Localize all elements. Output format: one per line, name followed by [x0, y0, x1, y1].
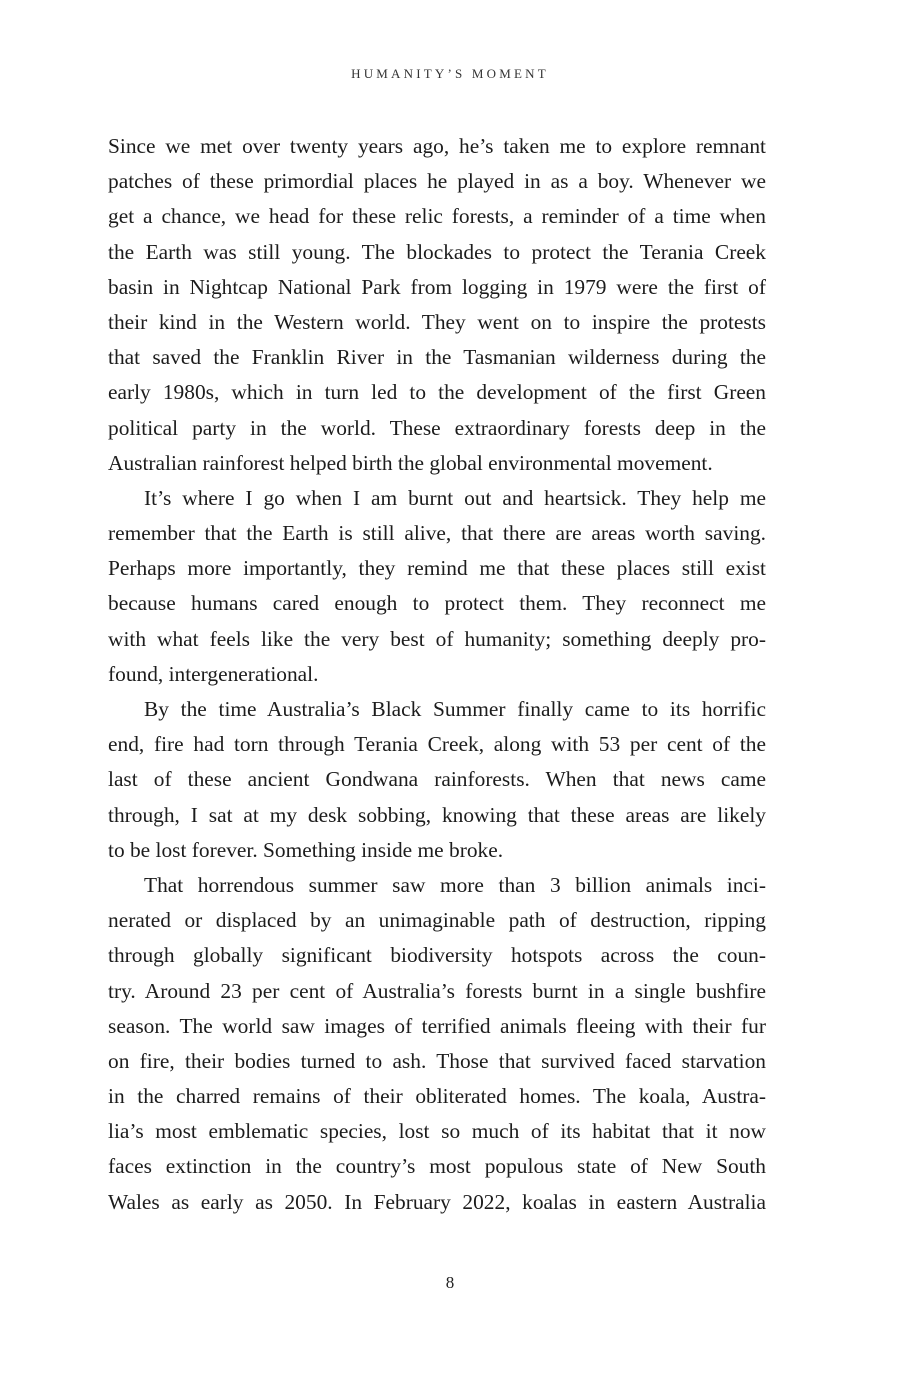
text-line: try. Around 23 per cent of Australia’s forests burnt in a single bushfire: [108, 978, 766, 1003]
text-line: because humans cared enough to protect them. They reconnect me: [108, 591, 766, 616]
text-line: remember that the Earth is still alive, that there are areas worth saving.: [108, 521, 766, 546]
text-line: with what feels like the very best of humanity; something deeply pro-: [108, 626, 766, 651]
text-line: season. The world saw images of terrified animals fleeing with their fur: [108, 1013, 766, 1038]
text-line: That horrendous summer saw more than 3 billion animals inci-: [144, 872, 766, 897]
text-line: It’s where I go when I am burnt out and heartsick. They help me: [144, 485, 766, 510]
text-line: Australian rainforest helped birth the global environmental movement.: [108, 450, 713, 475]
text-line: their kind in the Western world. They went on to inspire the protests: [108, 309, 766, 334]
text-line: end, fire had torn through Terania Creek, along with 53 per cent of the: [108, 732, 766, 757]
text-line: early 1980s, which in turn led to the development of the first Green: [108, 380, 766, 405]
text-line: nerated or displaced by an unimaginable path of destruction, ripping: [108, 908, 766, 933]
page-number: 8: [445, 1273, 455, 1292]
text-line: political party in the world. These extraordinary forests deep in the: [108, 415, 766, 440]
text-line: patches of these primordial places he played in as a boy. Whenever we: [108, 169, 766, 194]
text-line: Perhaps more importantly, they remind me that these places still exist: [108, 556, 766, 581]
body-text: [108, 129, 766, 1220]
text-line: the Earth was still young. The blockades to protect the Terania Creek: [108, 239, 766, 264]
text-line: Wales as early as 2050. In February 2022, koalas in eastern Australia: [108, 1189, 766, 1214]
text-line: basin in Nightcap National Park from logging in 1979 were the first of: [108, 274, 766, 299]
text-line: get a chance, we head for these relic forests, a reminder of a time when: [108, 204, 766, 229]
text-line: to be lost forever. Something inside me broke.: [108, 837, 504, 862]
text-line: lia’s most emblematic species, lost so much of its habitat that it now: [108, 1119, 766, 1144]
text-line: on fire, their bodies turned to ash. Those that survived faced starvation: [108, 1048, 766, 1073]
text-line: found, intergenerational.: [108, 661, 319, 686]
text-line: Since we met over twenty years ago, he’s taken me to explore remnant: [108, 134, 766, 158]
text-line: last of these ancient Gondwana rainforests. When that news came: [108, 767, 766, 792]
text-line: that saved the Franklin River in the Tasmanian wilderness during the: [108, 345, 766, 370]
running-head: HUMANITY’S MOMENT: [351, 66, 549, 81]
text-line: in the charred remains of their obliterated homes. The koala, Austra-: [108, 1084, 766, 1109]
text-line: By the time Australia’s Black Summer finally came to its horrific: [144, 697, 766, 721]
text-line: through, I sat at my desk sobbing, knowing that these areas are likely: [108, 802, 766, 827]
text-line: faces extinction in the country’s most populous state of New South: [108, 1154, 766, 1179]
text-line: through globally significant biodiversity hotspots across the coun-: [108, 943, 766, 968]
